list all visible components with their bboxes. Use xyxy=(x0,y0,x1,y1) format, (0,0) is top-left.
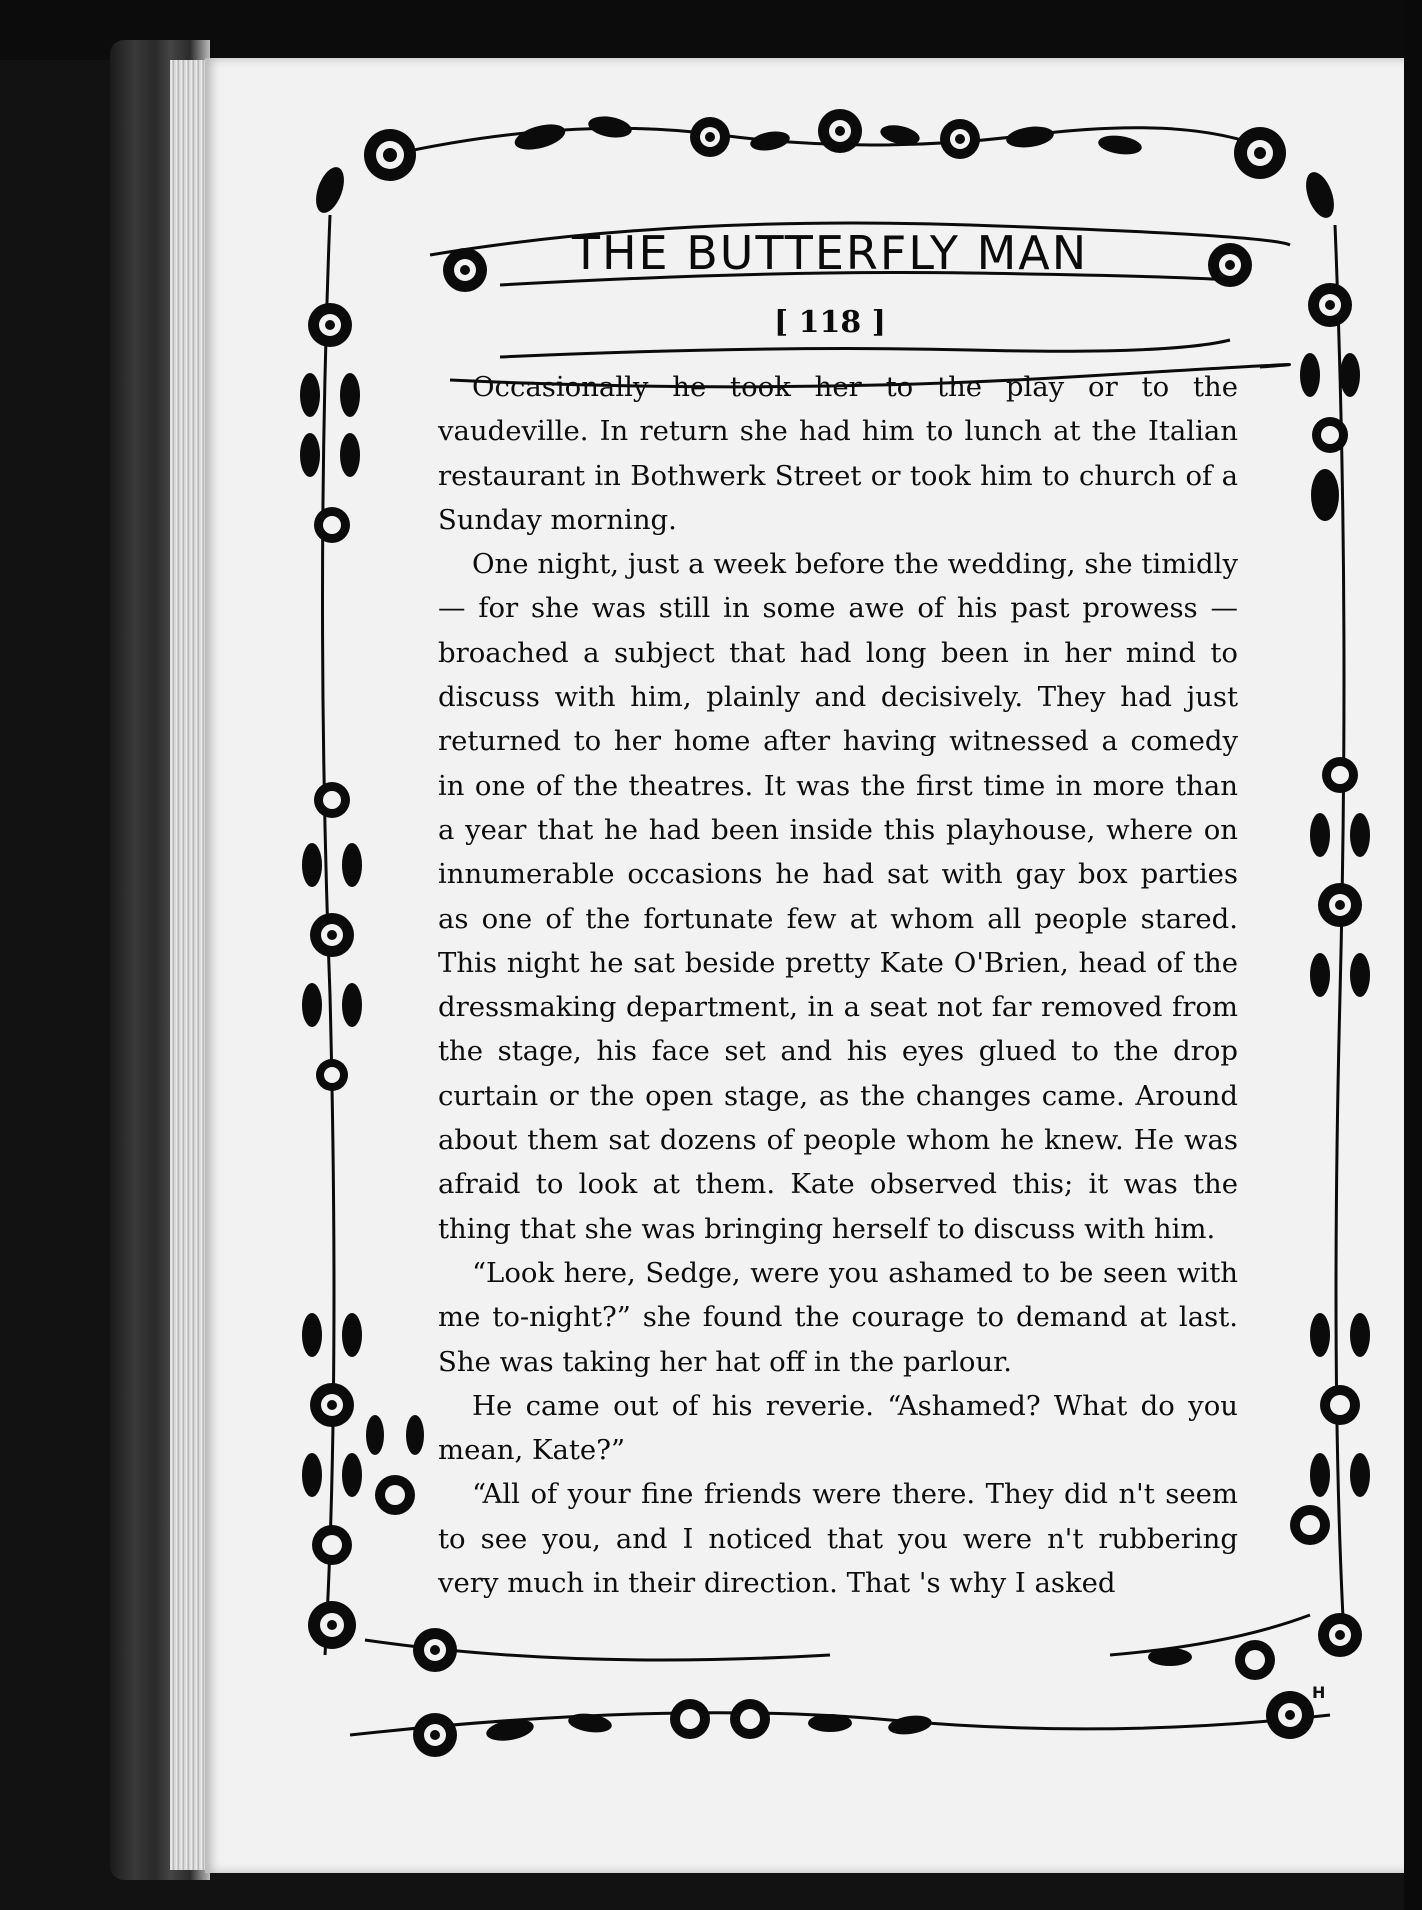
paragraph: “All of your fine friends were there. They did n't seem to see you, and I noticed that you were n't rubbering very much in their direction. That 's why I asked xyxy=(438,1478,1238,1600)
scan-background-top xyxy=(0,0,1422,60)
paragraph: Occasionally he took her to the play or to the vaudeville. In return she had him to lunch at the Italian restaurant in Bothwerk Street or took him to church of a Sunday morning. xyxy=(438,371,1238,536)
running-head-title: THE BUTTERFLY MAN xyxy=(571,226,1089,280)
paragraph: He came out of his reverie. “Ashamed? What do you mean, Kate?” xyxy=(438,1389,1238,1467)
scan-background-right xyxy=(1404,0,1422,1910)
page-stack-edges xyxy=(170,60,210,1870)
illustrator-monogram: H xyxy=(1312,1683,1326,1702)
running-head-banner xyxy=(520,218,1140,288)
body-text xyxy=(438,365,1238,1605)
paragraph: “Look here, Sedge, were you ashamed to be seen with me to-night?” she found the courage to demand at last. She was taking her hat off in the parlour. xyxy=(438,1256,1238,1378)
paragraph: One night, just a week before the wedding, she timidly — for she was still in some awe of his past prowess — broached a subject that had long been in her mind to discuss with him, plainly and decisively. They had just returned to her home after having witnessed a comedy in one of the theatres. It was the first time in more than a year that he had been inside this playhouse, where on innumerable occasions he had sat with gay box parties as one of the fortunate few at whom all people stared. This night he sat beside pretty Kate O'Brien, head of the dressmaking department, in a seat not far removed from the stage, his face set and his eyes glued to the drop curtain or the open stage, as the changes came. Around about them sat dozens of people whom he knew. He was afraid to look at them. Kate observed this; it was the thing that she was bringing herself to discuss with him. xyxy=(438,548,1238,1245)
page-number: [ 118 ] xyxy=(774,305,886,340)
